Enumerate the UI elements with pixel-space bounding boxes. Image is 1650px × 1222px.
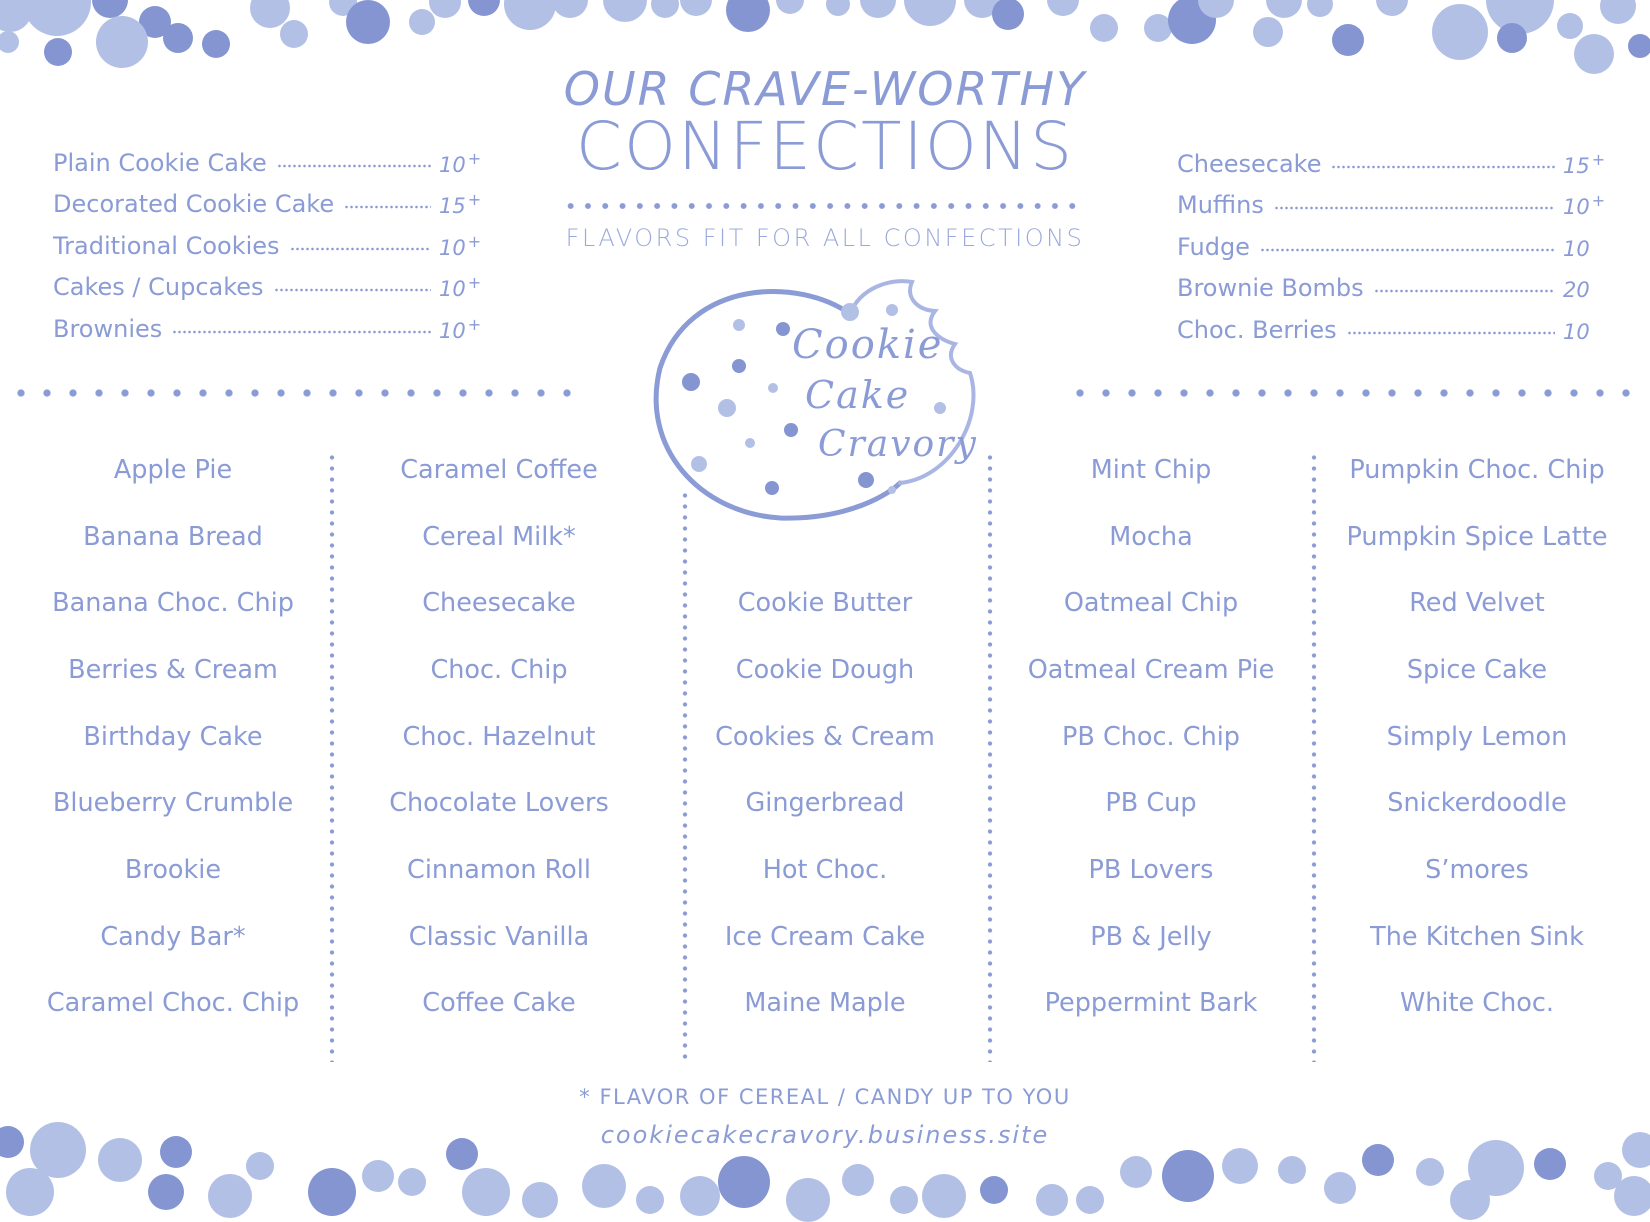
price-value: 10 [1563,319,1590,344]
confetti-dot [1557,13,1583,39]
confetti-dot [246,1152,274,1180]
dot-leader [172,330,431,334]
confetti-dot [280,20,308,48]
title-divider [562,201,1082,211]
price-item [53,218,493,260]
confetti-dot [1534,1148,1566,1180]
page-title-line2: CONFECTIONS [575,108,1075,185]
price-item [1177,261,1617,303]
flavor-item: Pumpkin Spice Latte [1346,522,1608,552]
price-value: 10 + [439,231,482,260]
confetti-dot [398,1168,426,1196]
confetti-dot [1432,4,1488,60]
price-item [53,135,493,177]
confetti-dot [308,1168,356,1216]
website-link[interactable]: cookiecakecravory.business.site [600,1121,1050,1149]
flavor-item: Caramel Coffee [400,455,598,485]
confetti-dot [346,0,390,44]
price-value: 10 [1563,236,1590,261]
flavor-item: The Kitchen Sink [1370,922,1584,952]
flavor-item: Gingerbread [745,788,905,818]
dot-leader [274,288,431,292]
column-divider [328,452,336,1062]
confetti-dot [582,1164,626,1208]
price-item-name: Traditional Cookies [53,231,280,260]
flavor-item: Pumpkin Choc. Chip [1349,455,1605,485]
confetti-dot [409,9,435,35]
confetti-dot [96,16,148,68]
confetti-dot [1076,1186,1104,1214]
flavor-item: Chocolate Lovers [389,788,609,818]
flavor-item: Cereal Milk* [422,522,576,552]
column-divider [986,452,994,1062]
price-value: 15 + [439,190,482,218]
price-value: 10 + [439,314,482,343]
confetti-dot [552,0,588,18]
flavor-item: Berries & Cream [68,655,278,685]
flavor-item: PB Cup [1105,788,1197,818]
flavor-item: Cookie Dough [735,655,915,685]
price-item-name: Choc. Berries [1177,315,1337,344]
dot-leader [1347,331,1555,335]
section-divider-left [8,386,578,400]
column-divider [681,490,689,1062]
confetti-dot [890,1186,918,1214]
price-value: 10 + [1563,191,1606,219]
flavor-item: PB Choc. Chip [1061,722,1240,752]
flavor-item: Ice Cream Cake [724,922,926,952]
confetti-dot [776,0,804,14]
flavor-item: Peppermint Bark [1044,988,1258,1018]
section-divider-right [1067,386,1637,400]
dot-leader [1274,206,1555,210]
confetti-dot [992,0,1024,30]
confetti-dot [1450,1180,1490,1220]
confetti-dot [0,31,19,53]
confetti-dot [680,0,712,16]
logo-text-cookie: Cookie [792,322,944,368]
confetti-dot [163,23,193,53]
confetti-dot [462,1168,510,1216]
price-item [1177,302,1617,344]
flavor-item: Hot Choc. [762,855,888,885]
price-item [1177,178,1617,220]
flavor-item: PB Lovers [1088,855,1214,885]
flavor-item: Candy Bar* [100,922,246,952]
dot-leader [1331,165,1555,169]
flavor-item: S’mores [1425,855,1529,885]
price-item-name: Brownie Bombs [1177,274,1364,302]
confetti-dot [1307,0,1333,17]
dot-leader [1260,248,1555,252]
flavor-item: Red Velvet [1409,588,1545,618]
flavor-item: Classic Vanilla [408,922,590,952]
confetti-dot [636,1186,664,1214]
price-item-name: Cheesecake [1177,149,1322,178]
flavor-item: Spice Cake [1406,655,1548,685]
confetti-dot [1416,1158,1444,1186]
dot-leader [290,247,431,251]
flavor-item: Mocha [1109,522,1193,552]
flavor-item: Maine Maple [744,988,906,1018]
confetti-dot [6,1168,54,1216]
confetti-dot [1332,24,1364,56]
confetti-dot [202,30,230,58]
flavor-item: Cookie Butter [737,588,913,618]
confetti-dot [718,1156,770,1208]
flavor-item: Cinnamon Roll [407,855,591,885]
flavor-item: Coffee Cake [422,988,576,1018]
page-subtitle: FLAVORS FIT FOR ALL CONFECTIONS [565,224,1085,252]
flavor-item: Simply Lemon [1386,722,1568,752]
flavor-item: Blueberry Crumble [52,788,294,818]
price-value: 15 + [1563,149,1606,178]
flavor-item: Birthday Cake [83,722,263,752]
confetti-dot [860,0,896,18]
confetti-dot [1278,1156,1306,1184]
page-title-line1: OUR CRAVE-WORTHY [563,62,1087,116]
price-value: 20 [1563,278,1590,302]
flavor-item: Oatmeal Cream Pie [1027,655,1275,685]
price-item [1177,219,1617,261]
confetti-dot [726,0,770,32]
confetti-dot [786,1178,830,1222]
confetti-dot [1120,1156,1152,1188]
flavor-item: Choc. Hazelnut [402,722,596,752]
price-item [53,177,493,219]
confetti-dot [1222,1148,1258,1184]
price-value: 10 + [439,148,482,177]
flavor-item: Banana Bread [83,522,263,552]
price-list-left [53,135,493,343]
flavor-item: Choc. Chip [430,655,568,685]
confetti-dot [842,1164,874,1196]
confetti-dot [468,0,500,16]
flavor-item: Brookie [124,855,222,885]
confetti-dot [1614,1176,1650,1216]
flavor-item: Snickerdoodle [1387,788,1567,818]
confetti-dot [208,1174,252,1218]
confetti-dot [504,0,556,30]
confetti-dot [23,0,91,36]
confetti-dot [1628,34,1650,58]
price-item [53,301,493,343]
dot-leader [277,164,431,168]
flavor-item: Mint Chip [1090,455,1212,485]
confetti-dot [1497,23,1527,53]
column-divider [1310,452,1318,1062]
confetti-dot [1324,1172,1356,1204]
confetti-dot [904,0,956,26]
confetti-dot [429,0,461,18]
price-item-name: Plain Cookie Cake [53,148,267,177]
confetti-dot [362,1160,394,1192]
logo-text-cravory: Cravory [818,424,978,465]
confetti-dot [1047,0,1079,16]
confetti-dot [148,1174,184,1210]
confetti-dot [826,0,850,16]
dot-leader [1374,289,1555,293]
flavor-item: Cookies & Cream [715,722,935,752]
confetti-dot [1600,0,1636,24]
flavor-item: Banana Choc. Chip [52,588,294,618]
price-item-name: Decorated Cookie Cake [53,190,335,218]
confetti-dot [1036,1184,1068,1216]
confetti-dot [922,1174,966,1218]
price-item [1177,136,1617,178]
flavor-item: White Choc. [1400,988,1554,1018]
price-item [53,260,493,302]
price-value: 10 + [439,273,482,301]
confetti-dot [1376,0,1408,16]
flavor-item: Oatmeal Chip [1063,588,1239,618]
confetti-dot [603,0,647,22]
logo-text-cake: Cake [805,373,911,417]
price-item-name: Brownies [53,314,163,343]
confetti-dot [651,0,679,18]
price-item-name: Cakes / Cupcakes [53,273,264,301]
confetti-dot [522,1182,558,1218]
confetti-dot [1266,0,1302,18]
cookie-logo [650,278,1000,528]
price-item-name: Muffins [1177,191,1264,219]
price-list-right [1177,136,1617,344]
flavor-item: Apple Pie [113,455,233,485]
price-item-name: Fudge [1177,232,1250,261]
flavor-item: PB & Jelly [1090,922,1212,952]
flavor-item: Cheesecake [422,588,576,618]
footnote: * FLAVOR OF CEREAL / CANDY UP TO YOU [579,1085,1071,1109]
confetti-dot [1253,17,1283,47]
dot-leader [344,205,431,209]
confetti-dot [1090,14,1118,42]
confetti-dot [680,1176,720,1216]
flavor-item: Caramel Choc. Chip [46,988,300,1018]
confetti-dot [1162,1150,1214,1202]
